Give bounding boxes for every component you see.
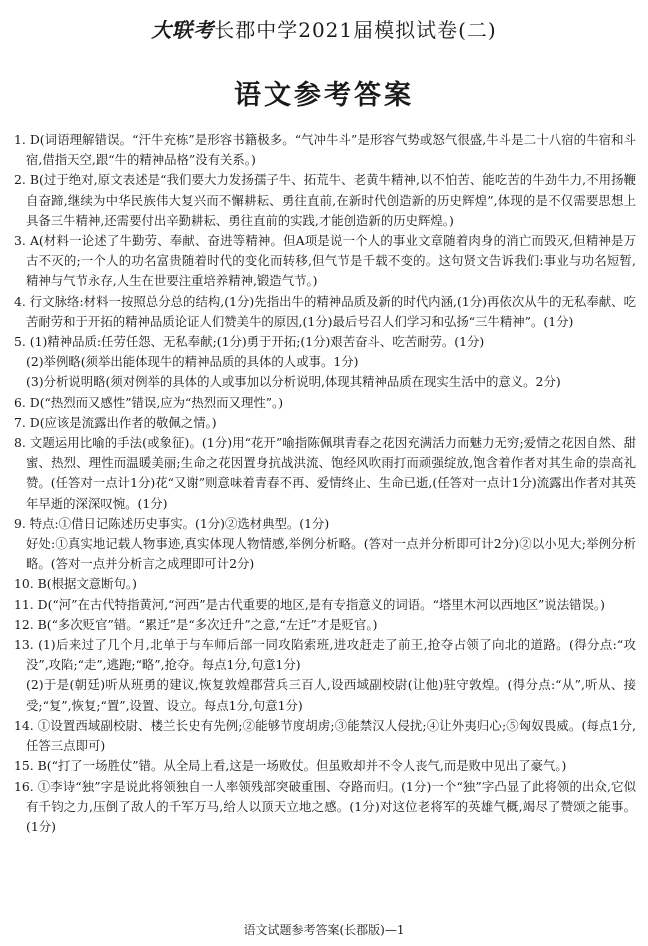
answer-item-7: 7. D(应该是流露出作者的敬佩之情。) — [14, 414, 217, 430]
answer-item-9-sub: 好处:①真实地记载人物事迹,真实体现人物情感,举例分析略。(答对一点并分析即可计2分)②以小见大;举例分析略。(答对一点并分析言之成理即可计2分) — [26, 536, 636, 572]
answer-item-6: 6. D(“热烈而又感性”错误,应为“热烈而又理性”。) — [14, 394, 284, 410]
answer-item-5-sub-2: (2)举例略(须举出能体现牛的精神品质的具体的人或事。1分) — [26, 354, 359, 370]
answer-item-11: 11. D(“河”在古代特指黄河,“河西”是古代重要的地区,是有专指意义的词语。“塔里木河以西地区”说法错误。) — [14, 596, 605, 612]
answer-item-14: 14. ①设置西域副校尉、楼兰长史有先例;②能够节度胡虏;③能禁汉人侵扰;④让外夷归心;⑤匈奴畏威。(每点1分,任答三点即可) — [14, 717, 636, 754]
answer-item-16: 16. ①李诗“独”字是说此将领独自一人率领残部突破重围、夺路而归。(1分)一个“独”字凸显了此将领的出众,它似有千钧之力,压倒了敌人的千军万马,给人以顶天立地之感。(1分)对这位老将军的英雄气概,竭尽了赞颂之能事。(1分) — [14, 778, 636, 834]
answer-item-8: 8. 文题运用比喻的手法(或象征)。(1分)用“花开”喻指陈佩琪青春之花因充满活力而魅力无穷;爱情之花因自然、甜蜜、热烈、理性而温暖美丽;生命之花因置身抗战洪流、饱经风吹雨打而顽强绽放,饱含着作者对其生命的崇高礼赞。(任答对一点计1分)花“又谢”则意味着青春不再、爱情终止、生命已逝,(任答对一点计1分)流露出作者对其英年早逝的深深叹惋。(1分) — [14, 435, 636, 511]
exam-header — [0, 16, 648, 44]
answer-item-15: 15. B(“打了一场胜仗”错。从全局上看,这是一场败仗。但虽败却并不令人丧气,而是败中见出了豪气。) — [14, 758, 567, 774]
answer-item-9: 9. 特点:①借日记陈述历史事实。(1分)②选材典型。(1分) — [14, 515, 330, 531]
answer-list — [14, 130, 636, 837]
answer-item-5: 5. (1)精神品质:任劳任怨、无私奉献;(1分)勇于开拓;(1分)艰苦奋斗、吃苦耐劳。(1分) — [14, 334, 485, 350]
answer-item-13-sub-2: (2)于是(朝廷)听从班勇的建议,恢复敦煌郡营兵三百人,设西域副校尉(让他)驻守敦煌。(得分点:“从”,听从、接受;“复”,恢复;“置”,设置、设立。每点1分,句意1分) — [26, 677, 636, 713]
answer-item-1: 1. D(词语理解错误。“汗牛充栋”是形容书籍极多。“气冲牛斗”是形容气势或怒气很盛,牛斗是二十八宿的牛宿和斗宿,借指天空,跟“牛的精神品格”没有关系。) — [14, 132, 636, 168]
answer-item-2: 2. B(过于绝对,原文表述是“我们要大力发扬孺子牛、拓荒牛、老黄牛精神,以不怕苦、能吃苦的牛劲牛力,不用扬鞭自奋蹄,继续为中华民族伟大复兴而不懈耕耘、勇往直前,在新时代创造新的历史辉煌”,体现的是不仅需要思想上具备三牛精神,还需要付出辛勤耕耘、勇往直前的实践,才能创造新的历史辉煌。) — [14, 172, 636, 228]
answer-item-3: 3. A(材料一论述了牛勤劳、奉献、奋进等精神。但A项是说一个人的事业文章随着肉身的消亡而毁灭,但精神是万古不灭的;一个人的功名富贵随着时代的变化而转移,但气节是千载不变的。这句贤文告诉我们:事业与功名短暂,精神与气节永存,人生在世要注重培养精神,锻造气节。) — [14, 233, 636, 289]
exam-title: 长郡中学2021届模拟试卷(二) — [214, 18, 497, 42]
answer-item-12: 12. B(“多次贬官”错。“累迁”是“多次迁升”之意,“左迁”才是贬官。) — [14, 616, 378, 632]
page-footer: 语文试题参考答案(长郡版)—1 — [243, 923, 405, 937]
answer-item-5-sub-3: (3)分析说明略(须对例举的具体的人或事加以分析说明,体现其精神品质在现实生活中的意义。2分) — [26, 374, 561, 390]
answer-item-13: 13. (1)后来过了几个月,北单于与车师后部一同攻陷索班,进攻赶走了前王,抢夺占领了向北的道路。(得分点:“攻没”,攻陷;“走”,逃跑;“略”,抢夺。每点1分,句意1分) — [14, 637, 636, 673]
brand-logo-text: 大联考 — [151, 18, 215, 42]
document-title: 语文参考答案 — [234, 80, 414, 111]
answer-item-10: 10. B(根据文意断句。) — [14, 576, 137, 592]
answer-item-4: 4. 行文脉络:材料一按照总分总的结构,(1分)先指出牛的精神品质及新的时代内涵,(1分)再依次从牛的无私奉献、吃苦耐劳和于开拓的精神品质论证人们赞美牛的原因,(1分)最后号召人们学习和弘扬“三牛精神”。(1分) — [14, 293, 636, 329]
